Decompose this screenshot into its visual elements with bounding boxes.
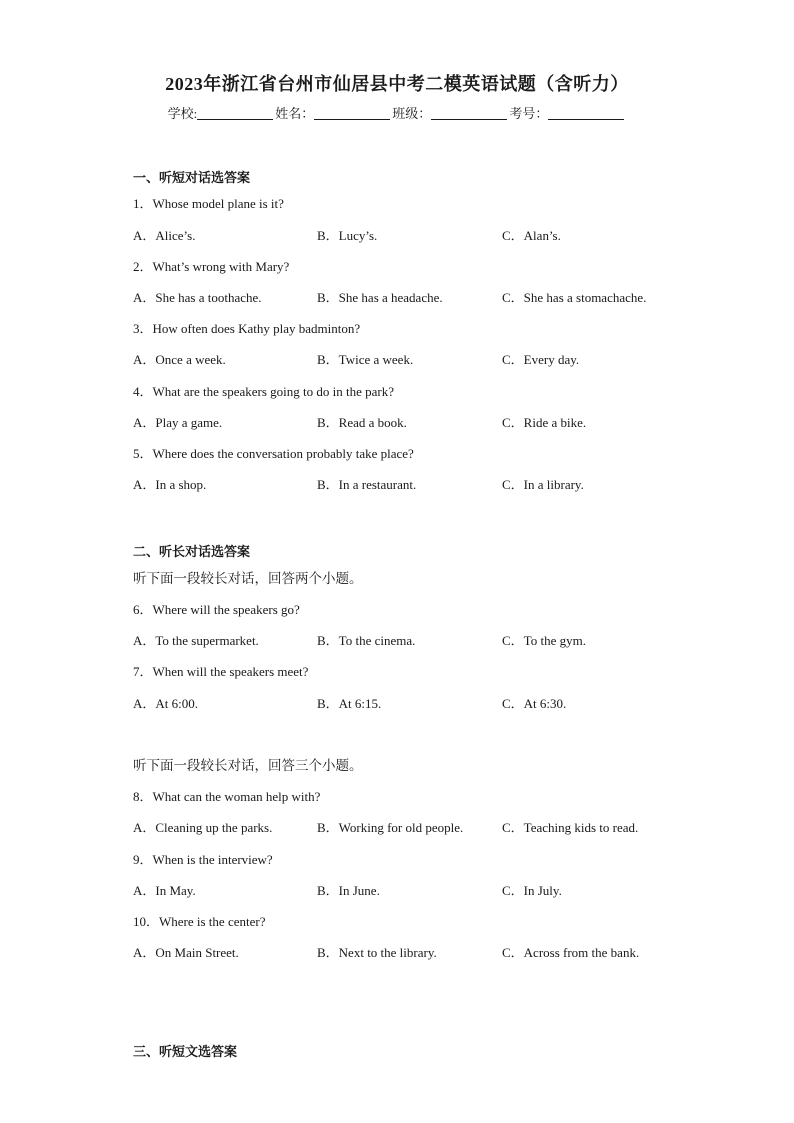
option-c[interactable]: C．She has a stomachache. (502, 290, 647, 305)
option-a[interactable]: A．Play a game. (133, 415, 223, 430)
option-c[interactable]: C．Ride a bike. (502, 415, 587, 430)
school-blank[interactable] (197, 107, 273, 120)
section-heading: 一、听短对话选答案 (133, 170, 251, 185)
option-b[interactable]: B．Working for old people. (317, 820, 464, 835)
class-blank[interactable] (431, 107, 507, 120)
name-label: 姓名： (275, 106, 315, 121)
option-c[interactable]: C．Every day. (502, 352, 580, 367)
section-instruction: 听下面一段较长对话，回答两个小题。 (133, 571, 363, 586)
option-a[interactable]: A．Once a week. (133, 352, 226, 367)
option-a[interactable]: A．On Main Street. (133, 945, 239, 960)
question-text: 5．Where does the conversation probably take place? (133, 446, 414, 461)
section-heading: 二、听长对话选答案 (133, 544, 251, 559)
option-a[interactable]: A．Cleaning up the parks. (133, 820, 273, 835)
option-a[interactable]: A．She has a toothache. (133, 290, 262, 305)
option-a[interactable]: A．In a shop. (133, 477, 207, 492)
option-c[interactable]: C．In July. (502, 883, 562, 898)
option-b[interactable]: B．To the cinema. (317, 633, 416, 648)
option-a[interactable]: A．To the supermarket. (133, 633, 259, 648)
question-text: 1．Whose model plane is it? (133, 196, 284, 211)
question-text: 4．What are the speakers going to do in the park? (133, 384, 394, 399)
option-a[interactable]: A．Alice’s. (133, 228, 196, 243)
question-text: 6．Where will the speakers go? (133, 602, 300, 617)
option-c[interactable]: C．Alan’s. (502, 228, 561, 243)
option-a[interactable]: A．At 6:00. (133, 696, 199, 711)
option-b[interactable]: B．Read a book. (317, 415, 407, 430)
page-title: 2023年浙江省台州市仙居县中考二模英语试题（含听力） (165, 74, 629, 94)
class-label: 班级： (392, 106, 432, 121)
question-text: 8．What can the woman help with? (133, 789, 321, 804)
option-c[interactable]: C．To the gym. (502, 633, 586, 648)
exam-no-label: 考号： (509, 106, 549, 121)
section-instruction: 听下面一段较长对话，回答三个小题。 (133, 758, 363, 773)
option-b[interactable]: B．Next to the library. (317, 945, 437, 960)
question-text: 3．How often does Kathy play badminton? (133, 321, 361, 336)
section-heading: 三、听短文选答案 (133, 1044, 238, 1059)
exam-no-blank[interactable] (548, 107, 624, 120)
student-info-line (0, 103, 794, 122)
option-b[interactable]: B．At 6:15. (317, 696, 382, 711)
option-c[interactable]: C．Across from the bank. (502, 945, 640, 960)
question-text: 9．When is the interview? (133, 852, 273, 867)
option-c[interactable]: C．At 6:30. (502, 696, 567, 711)
name-blank[interactable] (314, 107, 390, 120)
question-text: 10．Where is the center? (133, 914, 266, 929)
school-label: 学校: (167, 106, 198, 121)
option-b[interactable]: B．Twice a week. (317, 352, 414, 367)
option-b[interactable]: B．Lucy’s. (317, 228, 378, 243)
option-c[interactable]: C．In a library. (502, 477, 584, 492)
question-text: 2．What’s wrong with Mary? (133, 259, 290, 274)
option-b[interactable]: B．In a restaurant. (317, 477, 417, 492)
option-c[interactable]: C．Teaching kids to read. (502, 820, 639, 835)
option-b[interactable]: B．She has a headache. (317, 290, 443, 305)
question-text: 7．When will the speakers meet? (133, 664, 309, 679)
option-b[interactable]: B．In June. (317, 883, 380, 898)
option-a[interactable]: A．In May. (133, 883, 196, 898)
